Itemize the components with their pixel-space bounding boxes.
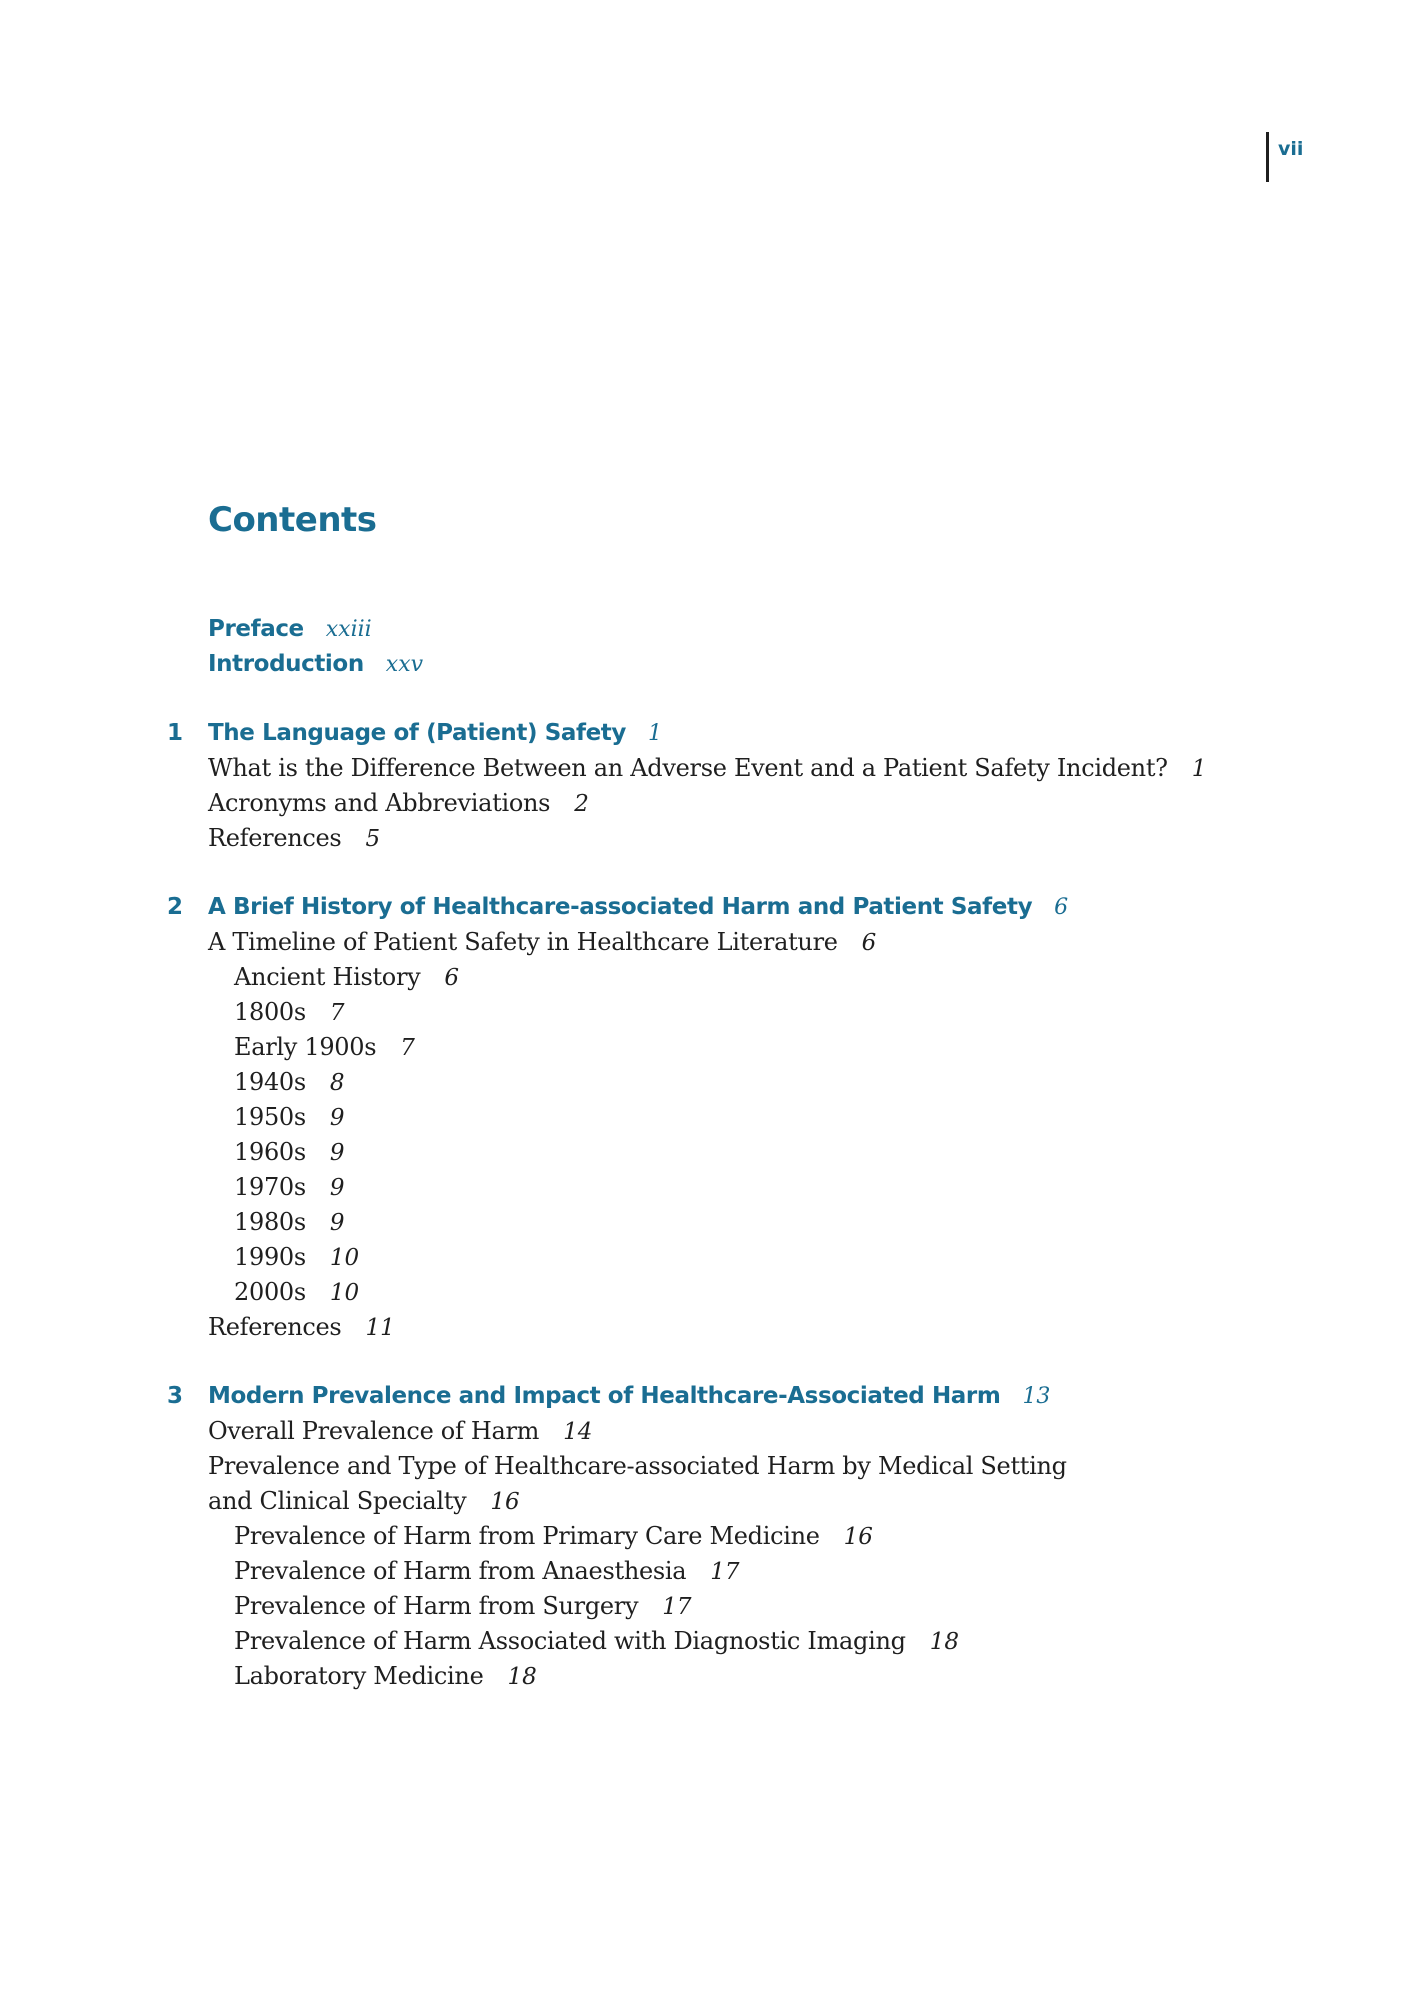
toc-page-number: 9 bbox=[329, 1210, 345, 1236]
toc-page-number: 10 bbox=[329, 1245, 360, 1271]
toc-page-number: 17 bbox=[662, 1594, 692, 1620]
toc-page-number: 9 bbox=[329, 1175, 345, 1201]
toc-entry-label: 1950s bbox=[234, 1103, 306, 1131]
toc-page-number: 8 bbox=[329, 1070, 345, 1096]
toc-page-number: 6 bbox=[861, 930, 877, 956]
toc-subentry[interactable] bbox=[0, 1100, 1402, 1135]
toc-entry-continued[interactable] bbox=[0, 1484, 1402, 1519]
toc-chapter-2[interactable] bbox=[0, 890, 1402, 925]
chapter-number: 2 bbox=[167, 894, 184, 920]
toc-subentry[interactable] bbox=[0, 1135, 1402, 1170]
toc-entry[interactable] bbox=[0, 1449, 1402, 1484]
toc-page-number: 6 bbox=[444, 965, 460, 991]
toc-entry-label: What is the Difference Between an Adverse Event and a Patient Safety Incident? bbox=[208, 754, 1168, 782]
toc-entry-label: Prevalence of Harm from Primary Care Medicine bbox=[234, 1522, 820, 1550]
toc-page-number: 1 bbox=[1191, 756, 1207, 782]
chapter-title: The Language of (Patient) Safety bbox=[208, 720, 626, 746]
toc-entry-label: Prevalence of Harm from Surgery bbox=[234, 1592, 639, 1620]
toc-entry-label: Prevalence and Type of Healthcare-associated Harm by Medical Setting bbox=[208, 1452, 1067, 1480]
toc-page-number: 6 bbox=[1054, 895, 1069, 920]
toc-subentry[interactable] bbox=[0, 1554, 1402, 1589]
toc-entry-label: Overall Prevalence of Harm bbox=[208, 1417, 540, 1445]
page-number: vii bbox=[1278, 138, 1304, 160]
toc-front-label: Preface bbox=[208, 616, 304, 642]
toc-page-number: 7 bbox=[329, 1000, 345, 1026]
toc-chapter-3[interactable] bbox=[0, 1379, 1402, 1414]
toc-subentry[interactable] bbox=[0, 1275, 1402, 1310]
toc-subentry[interactable] bbox=[0, 1589, 1402, 1624]
toc-entry-label: Acronyms and Abbreviations bbox=[208, 789, 551, 817]
toc-page-number: 2 bbox=[574, 791, 589, 817]
toc-entry[interactable] bbox=[0, 925, 1402, 960]
toc-page-number: 9 bbox=[329, 1140, 345, 1166]
toc-page-number: 13 bbox=[1022, 1384, 1051, 1409]
toc-subentry[interactable] bbox=[0, 1205, 1402, 1240]
toc-page-number: 16 bbox=[490, 1489, 520, 1515]
folio-rule bbox=[1266, 132, 1269, 182]
page-title: Contents bbox=[208, 500, 377, 540]
toc-entry-label: Prevalence of Harm from Anaesthesia bbox=[234, 1557, 687, 1585]
chapter-number: 3 bbox=[167, 1383, 184, 1409]
toc-front-introduction[interactable] bbox=[0, 647, 1402, 682]
toc-entry-label: 1940s bbox=[234, 1068, 306, 1096]
toc-subentry[interactable] bbox=[0, 1170, 1402, 1205]
toc-entry-label: 1990s bbox=[234, 1243, 306, 1271]
toc-entry[interactable] bbox=[0, 786, 1402, 821]
toc-entry[interactable] bbox=[0, 1414, 1402, 1449]
toc-entry[interactable] bbox=[0, 1310, 1402, 1345]
toc-subentry[interactable] bbox=[0, 1519, 1402, 1554]
toc-page-number: xxv bbox=[385, 652, 424, 677]
toc-page-number: 10 bbox=[329, 1280, 360, 1306]
toc-chapter-1[interactable] bbox=[0, 716, 1402, 751]
toc-entry-label: 1960s bbox=[234, 1138, 306, 1166]
toc-page-number: 5 bbox=[365, 826, 381, 852]
toc-page-number: 16 bbox=[843, 1524, 873, 1550]
toc-page-number: 17 bbox=[710, 1559, 740, 1585]
toc-subentry[interactable] bbox=[0, 1030, 1402, 1065]
toc-entry-label: Prevalence of Harm Associated with Diagnostic Imaging bbox=[234, 1627, 906, 1655]
chapter-title: Modern Prevalence and Impact of Healthcare-Associated Harm bbox=[208, 1383, 1001, 1409]
toc-entry-label: References bbox=[208, 824, 342, 852]
toc-entry-label: 2000s bbox=[234, 1278, 306, 1306]
toc-entry-label: 1800s bbox=[234, 998, 306, 1026]
toc-entry[interactable] bbox=[0, 751, 1402, 786]
toc-subentry[interactable] bbox=[0, 995, 1402, 1030]
toc-entry-label: 1970s bbox=[234, 1173, 306, 1201]
toc-entry-label: Ancient History bbox=[234, 963, 421, 991]
toc-front-preface[interactable] bbox=[0, 612, 1402, 647]
chapter-number: 1 bbox=[167, 720, 184, 746]
toc-page-number: 9 bbox=[329, 1105, 345, 1131]
toc-subentry[interactable] bbox=[0, 1659, 1402, 1694]
toc-page-number: 18 bbox=[929, 1629, 959, 1655]
table-of-contents bbox=[0, 612, 1402, 1694]
toc-entry-label: Early 1900s bbox=[234, 1033, 377, 1061]
chapter-title: A Brief History of Healthcare-associated Harm and Patient Safety bbox=[208, 894, 1033, 920]
spacer bbox=[0, 1345, 1402, 1379]
toc-subentry[interactable] bbox=[0, 960, 1402, 995]
toc-subentry[interactable] bbox=[0, 1624, 1402, 1659]
toc-entry-label: References bbox=[208, 1313, 342, 1341]
toc-entry-label: and Clinical Specialty bbox=[208, 1487, 467, 1515]
toc-page-number: xxiii bbox=[325, 617, 372, 642]
toc-front-label: Introduction bbox=[208, 651, 364, 677]
toc-page-number: 7 bbox=[400, 1035, 415, 1061]
toc-entry-label: A Timeline of Patient Safety in Healthcare Literature bbox=[208, 928, 838, 956]
toc-page-number: 11 bbox=[365, 1315, 395, 1341]
toc-subentry[interactable] bbox=[0, 1065, 1402, 1100]
toc-entry-label: Laboratory Medicine bbox=[234, 1662, 484, 1690]
toc-entry-label: 1980s bbox=[234, 1208, 306, 1236]
toc-page-number: 14 bbox=[563, 1419, 593, 1445]
toc-entry[interactable] bbox=[0, 821, 1402, 856]
toc-page-number: 18 bbox=[507, 1664, 537, 1690]
toc-subentry[interactable] bbox=[0, 1240, 1402, 1275]
spacer bbox=[0, 682, 1402, 716]
toc-page-number: 1 bbox=[647, 721, 662, 746]
spacer bbox=[0, 856, 1402, 890]
